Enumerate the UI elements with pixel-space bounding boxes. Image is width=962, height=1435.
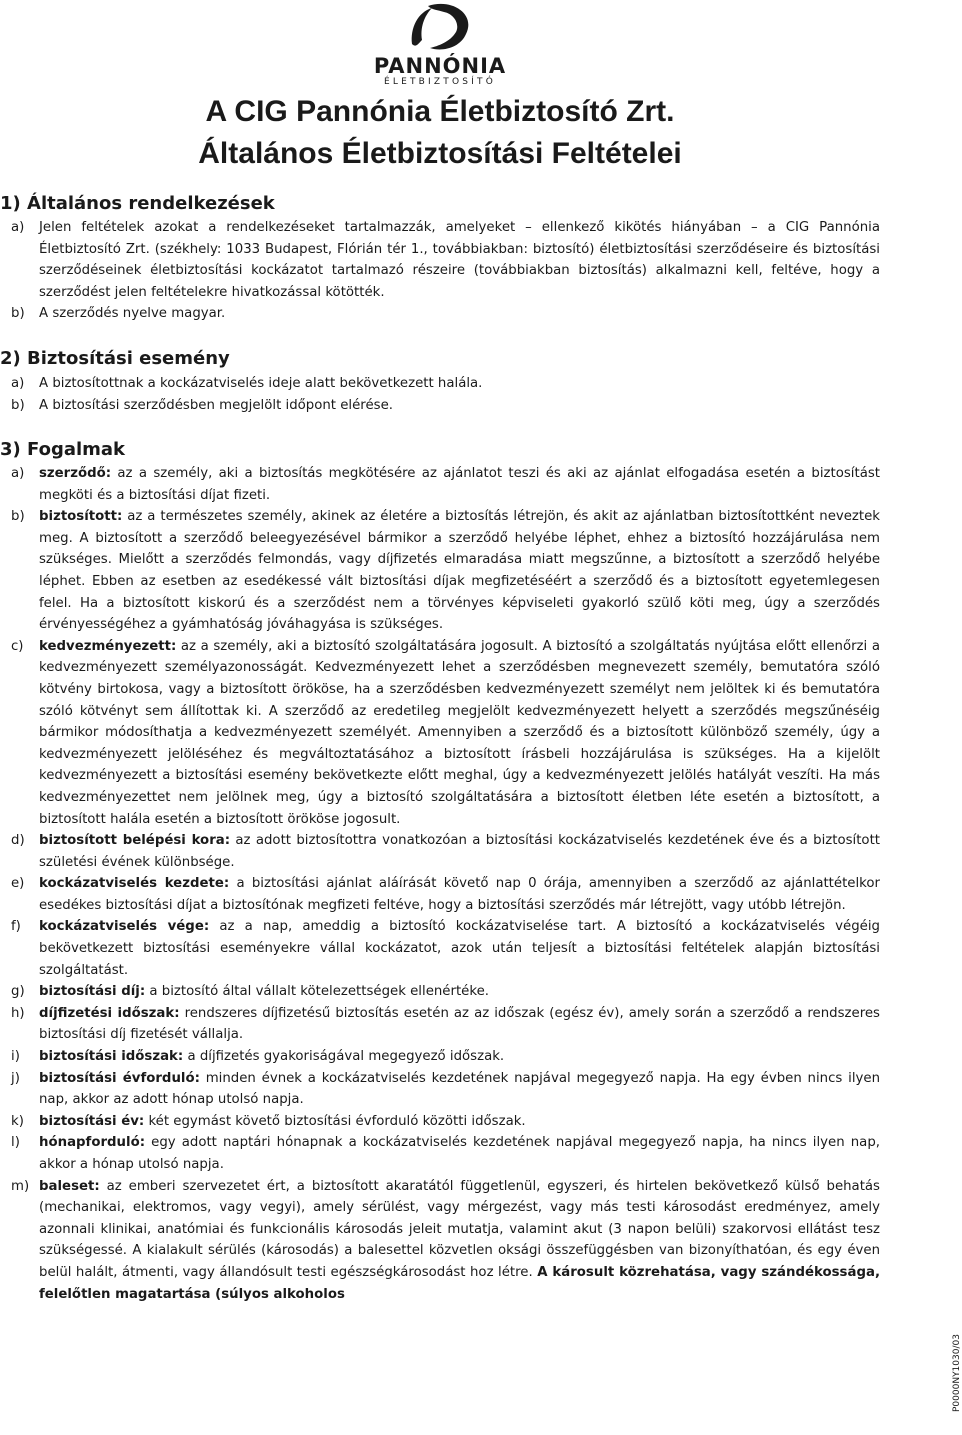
item-term: biztosított: xyxy=(39,509,123,525)
item-marker: h) xyxy=(11,1005,25,1021)
document-subtitle: Általános Életbiztosítási Feltételei xyxy=(198,137,682,170)
item-marker: f) xyxy=(11,919,21,935)
item-term: szerződő: xyxy=(39,466,112,481)
section-3-heading: 3) Fogalmak xyxy=(0,439,126,460)
item-marker: g) xyxy=(11,984,25,1000)
item-term: hónapforduló: xyxy=(39,1135,146,1151)
list-item xyxy=(0,1176,880,1306)
item-term: kockázatviselés vége: xyxy=(39,919,210,935)
list-item xyxy=(0,373,880,395)
list-item xyxy=(0,916,880,981)
section-2-heading: 2) Biztosítási esemény xyxy=(0,348,230,369)
item-text: az a személy, aki a biztosítás megkötésére az ajánlatot teszi és aki az ajánlat elfogadása esetén a biztosítást megköti és a biztosítási díjat fizeti. xyxy=(39,466,880,503)
item-term: biztosítási év: xyxy=(39,1113,145,1129)
item-marker: a) xyxy=(11,376,25,391)
list-item xyxy=(0,463,880,506)
item-marker: d) xyxy=(11,833,25,849)
item-term: biztosítási évforduló: xyxy=(39,1070,200,1086)
item-term: biztosítási időszak: xyxy=(39,1049,184,1065)
item-marker: b) xyxy=(11,397,25,413)
item-term: díjfizetési időszak: xyxy=(39,1005,180,1021)
item-term: biztosítási díj: xyxy=(39,984,146,1000)
item-text: Jelen feltételek azokat a rendelkezéseket tartalmazzák, amelyeket – ellenkező kikötés hiányában – a CIG Pannónia Életbiztosító Zrt. (székhely: 1033 Budapest, Flórián tér 1., továbbiakban: biztosító) életbiztosítási szerződéseire és biztosítási szerződéseinek életbiztosítási kockázatot tartalmazó részeire (továbbiakban biztosítás) alkalmazni kell, feltéve, hogy a szerződést jelen feltételekre hivatkozással kötötték. xyxy=(39,220,880,300)
list-item xyxy=(0,981,880,1003)
item-text: minden évnek a kockázatviselés kezdetének napjával megegyező napja. Ha egy évben nincs ilyen nap, akkor az adott hónap utolsó napja. xyxy=(39,1070,880,1108)
list-item xyxy=(0,830,880,873)
list-item xyxy=(0,1111,880,1133)
item-text: az a nap, ameddig a biztosító kockázatviselése tart. A biztosító a kockázatviselés végéig bekövetkezett biztosítási eseményekre vállal kockázatot, azok után teljesít a biztosítási feltételek alapján biztosítási szolgáltatást. xyxy=(39,919,880,978)
item-term: biztosított belépési kora: xyxy=(39,833,231,849)
item-marker: e) xyxy=(11,876,25,892)
section-1-list xyxy=(0,217,880,325)
item-marker: c) xyxy=(11,638,24,654)
list-item xyxy=(0,395,880,417)
item-text: rendszeres díjfizetésű biztosítás esetén az az időszak (egész év), amely során a szerződő a rendszeres biztosítási díj fizetését vállalja. xyxy=(39,1005,880,1043)
item-term: kedvezményezett: xyxy=(39,638,177,654)
item-text: a biztosítási ajánlat aláírását követő nap 0 órája, amennyiben a szerződő az ajánlattételkor esedékes biztosítási díjat a biztosítónak megfizeti feltéve, hogy a biztosítási szerződés már létrejött, vagy utóbb létrejön. xyxy=(39,876,880,913)
item-text: egy adott naptári hónapnak a kockázatviselés kezdetének napjával megegyező napja, ha nincs ilyen nap, akkor a hónap utolsó napja. xyxy=(39,1135,880,1172)
item-marker: b) xyxy=(11,509,25,525)
item-text: két egymást követő biztosítási évforduló közötti időszak. xyxy=(148,1113,526,1129)
item-marker: a) xyxy=(11,466,25,481)
list-item xyxy=(0,1132,880,1175)
section-3-list xyxy=(0,463,880,1305)
item-text: az a személy, aki a biztosító szolgáltatására jogosult. A biztosító a szolgáltatás nyújtása előtt ellenőrzi a kedvezményezett személyazonosságát. Kedvezményezett lehet a szerződésben megnevezett személy, bemutatóra szóló kötvény birtokosa, vagy a biztosított örököse, ha a szerződésben kedvezményezett személyt nem jelöltek ki és bemutatóra szóló kötvényt sem állítottak ki. A szerződő az eredetileg megjelölt kedvezményezett helyett a szerződés megszűnéséig bármikor módosíthatja a kedvezményezett személyét. Amennyiben a szerződő és a biztosított különböző személy, úgy a kedvezményezett jelöléséhez és megváltoztatásához a biztosított írásbeli hozzájárulása is szükséges. Ha a kijelölt kedvezményezett a biztosítási esemény bekövetkezte előtt meghal, úgy a kedvezményezett jelölés hatályát veszíti. Ha más kedvezményezettet nem jelölnek meg, úgy a biztosító szolgáltatására a biztosított életben léte esetén a biztosított, a biztosított halála esetén a biztosított örököse jogosult. xyxy=(39,638,880,827)
side-code: P0000NY1030/03 xyxy=(952,1334,962,1412)
item-tail: A károsult közrehatása, vagy szándékossága, felelőtlen magatartása (súlyos alkoholos xyxy=(39,1264,880,1302)
section-2-list xyxy=(0,373,880,416)
item-text: a biztosító által vállalt kötelezettségek ellenértéke. xyxy=(149,984,489,1000)
logo-name: PANNÓNIA xyxy=(373,54,507,78)
item-marker: j) xyxy=(11,1070,20,1086)
pannonia-runner-logo-icon xyxy=(408,4,472,54)
item-marker: m) xyxy=(11,1178,30,1194)
list-item xyxy=(0,217,880,303)
item-marker: a) xyxy=(11,220,25,235)
section-1-heading: 1) Általános rendelkezések xyxy=(0,193,275,214)
logo-subtitle: ÉLETBIZTOSÍTÓ xyxy=(383,77,496,87)
item-text: A biztosítási szerződésben megjelölt időpont elérése. xyxy=(39,397,393,413)
list-item xyxy=(0,636,880,830)
list-item xyxy=(0,1068,880,1111)
item-term: baleset: xyxy=(39,1178,100,1194)
item-text: az adott biztosítottra vonatkozóan a biztosítási kockázatviselés kezdetének éve és a biztosított születési évének különbsége. xyxy=(39,833,880,870)
list-item xyxy=(0,303,880,325)
item-marker: i) xyxy=(11,1049,20,1065)
item-text: a díjfizetés gyakoriságával megegyező időszak. xyxy=(187,1049,505,1065)
item-text: A szerződés nyelve magyar. xyxy=(39,306,226,322)
item-marker: b) xyxy=(11,306,25,322)
item-marker: l) xyxy=(11,1135,20,1151)
document-title: A CIG Pannónia Életbiztosító Zrt. xyxy=(205,95,675,128)
list-item xyxy=(0,506,880,636)
list-item xyxy=(0,873,880,916)
company-logo xyxy=(372,4,508,87)
item-text: az a természetes személy, akinek az életére a biztosítás létrejön, és akit az ajánlatban biztosítottként neveztek meg. A biztosított a szerződő beleegyezésével bármikor a szerződő helyébe léphet, ehhez a biztosító hozzájárulása nem szükséges. Mielőtt a szerződés felmondás, vagy díjfizetés elmaradása miatt megszűnne, a biztosított a szerződő helyébe léphet. Ebben az esetben az esedékessé vált biztosítási díjak megfizetéséért a szerződő és a biztosított egyetemlegesen felel. Ha a biztosított kiskorú és a szerződést nem a törvényes képviseleti gyakorló szülő köti meg, úgy a szerződés érvényességéhez a gyámhatóság jóváhagyása is szükséges. xyxy=(39,509,880,633)
item-term: kockázatviselés kezdete: xyxy=(39,876,230,892)
list-item xyxy=(0,1003,880,1046)
item-text: az emberi szervezetet ért, a biztosított akaratától függetlenül, egyszeri, és hirtelen bekövetkező külső behatás (mechanikai, elektromos, vagy vegyi), amely sérülést, vagy mérgezést, vagy más testi károsodást eredményez, amely azonnali klinikai, anatómiai és funkcionális károsodás jeleit mutatja, valamint akut (3 napon belüli) szakorvosi ellátást tesz szükségessé. A kialakult sérülés (károsodás) a balesettel közvetlen oksági összefüggésben van bizonyíthatóan, és egy éven belül halált, átmenti, vagy állandósult testi egészségkárosodást hoz létre. xyxy=(39,1178,880,1280)
item-text: A biztosítottnak a kockázatviselés ideje alatt bekövetkezett halála. xyxy=(39,376,483,391)
list-item xyxy=(0,1046,880,1068)
item-marker: k) xyxy=(11,1113,24,1129)
